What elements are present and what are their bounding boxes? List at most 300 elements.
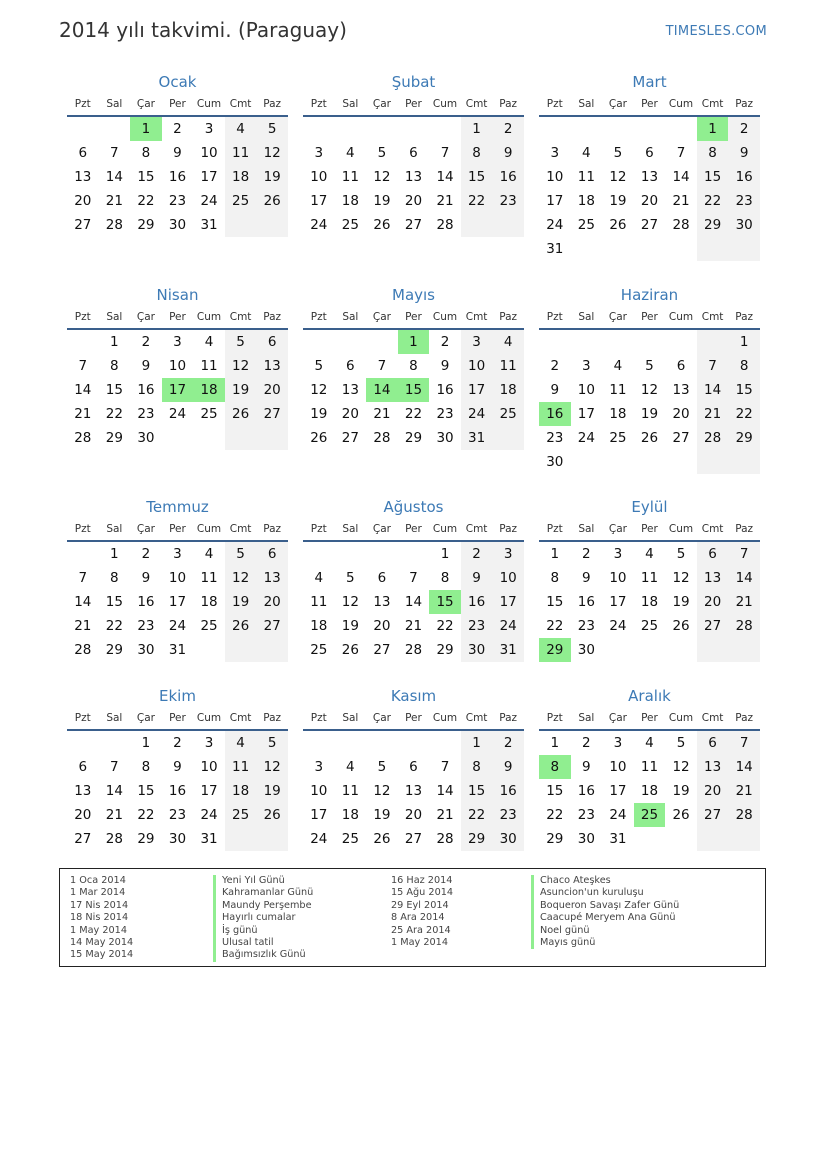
day-cell: 8 [141, 759, 151, 775]
empty-cell [728, 638, 760, 662]
day-cell: 8 [409, 358, 418, 374]
day-cell: 5 [377, 145, 387, 161]
day-cell: 15 [461, 779, 493, 803]
day-cell: 22 [546, 618, 564, 634]
empty-cell [335, 731, 367, 755]
empty-cell [665, 450, 697, 474]
week-row [67, 779, 288, 803]
empty-cell [728, 237, 760, 261]
weekday-label: Sal [578, 98, 595, 110]
weekday-label: Çar [372, 523, 391, 535]
day-cell: 12 [310, 382, 328, 398]
month-block [303, 284, 524, 450]
day-cell: 11 [640, 759, 659, 775]
weekday-label: Çar [372, 311, 391, 323]
day-cell: 7 [409, 570, 418, 586]
day-cell: 16 [461, 590, 493, 614]
weekday-label: Sal [578, 523, 595, 535]
day-cell: 13 [373, 594, 391, 610]
empty-cell [366, 542, 398, 566]
week-row [303, 614, 524, 638]
weekday-label: Per [405, 712, 422, 724]
day-cell: 12 [672, 759, 690, 775]
day-cell: 22 [137, 193, 155, 209]
week-row [67, 165, 288, 189]
week-row [303, 213, 524, 237]
legend-date: 29 Eyl 2014 [391, 899, 449, 911]
day-cell: 6 [256, 542, 288, 566]
week-row [67, 614, 288, 638]
legend-date: 1 Oca 2014 [70, 875, 126, 886]
day-cell: 14 [728, 755, 760, 779]
day-cell: 4 [645, 546, 654, 562]
day-cell: 16 [137, 594, 155, 610]
empty-cell [225, 426, 257, 450]
weekday-label: Per [405, 98, 422, 110]
day-cell: 21 [697, 402, 729, 426]
day-cell: 10 [200, 145, 218, 161]
day-cell: 29 [461, 827, 493, 851]
day-cell: 18 [609, 406, 627, 422]
day-cell: 10 [492, 566, 524, 590]
weekday-header [303, 518, 524, 542]
empty-cell [256, 426, 288, 450]
day-cell: 24 [310, 831, 328, 847]
weekday-label: Paz [735, 712, 754, 724]
day-cell: 8 [461, 755, 493, 779]
day-cell: 2 [492, 731, 524, 755]
weekday-label: Paz [499, 98, 518, 110]
week-row [539, 189, 760, 213]
month-block [539, 71, 760, 261]
day-cell: 19 [373, 807, 391, 823]
week-row [539, 378, 760, 402]
weekday-header [303, 306, 524, 330]
month-block [67, 496, 288, 662]
month-block [539, 496, 760, 662]
legend-date: 1 May 2014 [70, 924, 128, 936]
weekday-label: Sal [342, 98, 359, 110]
day-cell: 6 [645, 145, 654, 161]
weekday-label: Cmt [229, 523, 252, 535]
day-cell: 20 [672, 406, 690, 422]
week-row [67, 213, 288, 237]
day-cell: 18 [341, 193, 359, 209]
empty-cell [539, 330, 571, 354]
day-cell: 12 [341, 594, 359, 610]
week-row [303, 542, 524, 566]
day-cell: 18 [640, 783, 659, 799]
day-cell: 15 [697, 165, 729, 189]
day-cell: 27 [697, 803, 729, 827]
day-cell: 14 [366, 378, 398, 402]
empty-cell [256, 827, 288, 851]
day-cell: 19 [256, 165, 288, 189]
week-row [67, 803, 288, 827]
weekday-label: Pzt [310, 98, 327, 110]
day-cell: 24 [609, 807, 627, 823]
month-block [67, 685, 288, 851]
day-cell: 11 [577, 169, 595, 185]
weekday-label: Paz [263, 98, 282, 110]
month-block [539, 685, 760, 851]
week-row [539, 117, 760, 141]
day-cell: 17 [492, 590, 524, 614]
day-cell: 17 [609, 783, 627, 799]
weekday-label: Cum [196, 523, 222, 535]
day-cell: 9 [440, 358, 450, 374]
day-cell: 3 [173, 334, 182, 350]
day-cell: 6 [697, 542, 729, 566]
day-cell: 2 [173, 735, 182, 751]
day-cell: 29 [137, 831, 155, 847]
day-cell: 27 [256, 402, 288, 426]
day-cell: 9 [492, 755, 524, 779]
day-cell: 1 [110, 334, 119, 350]
week-row [303, 566, 524, 590]
day-cell: 3 [613, 546, 623, 562]
weekday-label: Per [641, 712, 658, 724]
day-cell: 15 [137, 169, 155, 185]
empty-cell [193, 426, 225, 450]
week-row [303, 378, 524, 402]
day-cell: 8 [440, 570, 450, 586]
legend-date: 25 Ara 2014 [391, 924, 451, 936]
day-cell: 18 [640, 594, 659, 610]
empty-cell [303, 542, 335, 566]
day-cell: 6 [697, 731, 729, 755]
weekday-label: Sal [342, 523, 359, 535]
weekday-label: Pzt [310, 712, 327, 724]
week-row [67, 189, 288, 213]
week-row [67, 590, 288, 614]
week-row [303, 330, 524, 354]
day-cell: 2 [141, 546, 151, 562]
day-cell: 28 [436, 217, 454, 233]
empty-cell [665, 330, 697, 354]
weekday-label: Pzt [310, 523, 327, 535]
day-cell: 19 [640, 406, 659, 422]
day-cell: 10 [609, 570, 627, 586]
day-cell: 19 [225, 590, 257, 614]
day-cell: 15 [546, 783, 564, 799]
day-cell: 29 [137, 217, 155, 233]
day-cell: 21 [672, 193, 690, 209]
week-row [67, 402, 288, 426]
weekday-label: Cum [432, 98, 458, 110]
week-row [539, 731, 760, 755]
day-cell: 26 [640, 430, 659, 446]
day-cell: 10 [310, 169, 328, 185]
weekday-label: Cmt [465, 311, 488, 323]
day-cell: 17 [609, 594, 627, 610]
week-row [67, 426, 288, 450]
day-cell: 5 [225, 330, 257, 354]
weekday-label: Per [641, 98, 658, 110]
empty-cell [303, 330, 335, 354]
day-cell: 1 [461, 731, 493, 755]
weekday-label: Cmt [465, 98, 488, 110]
empty-cell [634, 237, 666, 261]
day-cell: 7 [440, 145, 450, 161]
empty-cell [398, 117, 430, 141]
day-cell: 25 [225, 189, 257, 213]
day-cell: 14 [697, 378, 729, 402]
day-cell: 7 [728, 542, 760, 566]
day-cell: 30 [492, 827, 524, 851]
weekday-label: Çar [608, 311, 627, 323]
day-cell: 15 [546, 594, 564, 610]
day-cell: 11 [640, 570, 659, 586]
empty-cell [571, 450, 603, 474]
day-cell: 23 [492, 189, 524, 213]
day-cell: 25 [341, 217, 359, 233]
day-cell: 19 [256, 779, 288, 803]
empty-cell [461, 213, 493, 237]
day-cell: 23 [728, 189, 760, 213]
day-cell: 22 [137, 807, 155, 823]
week-row [303, 755, 524, 779]
month-block [67, 71, 288, 237]
legend-holiday-name: Caacupé Meryem Ana Günü [531, 912, 679, 924]
weekday-label: Pzt [546, 98, 563, 110]
day-cell: 19 [672, 594, 690, 610]
weekday-header [539, 707, 760, 731]
weekday-label: Paz [499, 311, 518, 323]
day-cell: 10 [546, 169, 564, 185]
day-cell: 6 [78, 759, 88, 775]
weekday-header [67, 518, 288, 542]
week-row [67, 542, 288, 566]
day-cell: 6 [409, 145, 418, 161]
weekday-header [303, 707, 524, 731]
day-cell: 5 [225, 542, 257, 566]
day-cell: 9 [492, 141, 524, 165]
week-row [67, 566, 288, 590]
day-cell: 8 [539, 755, 571, 779]
day-cell: 17 [200, 783, 218, 799]
empty-cell [492, 426, 524, 450]
weekday-label: Pzt [546, 311, 563, 323]
day-cell: 20 [74, 807, 92, 823]
empty-cell [634, 330, 666, 354]
day-cell: 17 [310, 193, 328, 209]
weekday-label: Cum [196, 311, 222, 323]
legend-date: 8 Ara 2014 [391, 912, 445, 924]
day-cell: 15 [105, 382, 123, 398]
weekday-label: Per [169, 311, 186, 323]
day-cell: 26 [225, 614, 257, 638]
day-cell: 16 [436, 382, 454, 398]
weekday-label: Per [641, 523, 658, 535]
empty-cell [634, 117, 666, 141]
week-row [539, 330, 760, 354]
empty-cell [634, 450, 666, 474]
day-cell: 2 [728, 117, 760, 141]
day-cell: 7 [377, 358, 387, 374]
day-cell: 15 [105, 594, 123, 610]
empty-cell [697, 638, 729, 662]
day-cell: 28 [105, 217, 123, 233]
day-cell: 14 [672, 169, 690, 185]
day-cell: 2 [550, 358, 560, 374]
day-cell: 23 [461, 614, 493, 638]
day-cell: 7 [78, 358, 88, 374]
empty-cell [99, 731, 131, 755]
weekday-label: Çar [136, 523, 155, 535]
day-cell: 9 [582, 570, 591, 586]
day-cell: 25 [640, 618, 659, 634]
month-name: Haziran [620, 286, 679, 304]
day-cell: 12 [225, 566, 257, 590]
day-cell: 7 [697, 354, 729, 378]
day-cell: 8 [461, 141, 493, 165]
week-row [67, 378, 288, 402]
weekday-label: Cum [668, 311, 694, 323]
weekday-label: Sal [106, 523, 123, 535]
day-cell: 25 [225, 803, 257, 827]
day-cell: 15 [728, 378, 760, 402]
empty-cell [335, 117, 367, 141]
weekday-label: Per [169, 98, 186, 110]
month-name: Temmuz [146, 498, 209, 516]
weekday-label: Cum [432, 712, 458, 724]
day-cell: 1 [440, 546, 450, 562]
day-cell: 7 [728, 731, 760, 755]
day-cell: 1 [398, 330, 430, 354]
legend-date: 15 Ağu 2014 [391, 887, 454, 899]
day-cell: 3 [204, 735, 214, 751]
day-cell: 13 [697, 755, 729, 779]
day-cell: 16 [492, 779, 524, 803]
day-cell: 24 [461, 402, 493, 426]
week-row [67, 638, 288, 662]
day-cell: 28 [728, 614, 760, 638]
week-row [303, 402, 524, 426]
week-row [303, 354, 524, 378]
day-cell: 14 [105, 783, 123, 799]
site-link[interactable]: TIMESLES.COM [665, 24, 767, 39]
day-cell: 26 [609, 217, 627, 233]
empty-cell [539, 117, 571, 141]
day-cell: 13 [697, 566, 729, 590]
weekday-label: Pzt [546, 712, 563, 724]
day-cell: 19 [672, 783, 690, 799]
day-cell: 27 [697, 614, 729, 638]
week-row [67, 731, 288, 755]
day-cell: 16 [137, 382, 155, 398]
day-cell: 4 [613, 358, 623, 374]
day-cell: 18 [225, 165, 257, 189]
day-cell: 29 [539, 638, 571, 662]
week-row [539, 614, 760, 638]
day-cell: 2 [173, 121, 182, 137]
day-cell: 28 [74, 430, 92, 446]
empty-cell [193, 638, 225, 662]
day-cell: 30 [728, 213, 760, 237]
weekday-label: Cmt [465, 712, 488, 724]
day-cell: 8 [728, 354, 760, 378]
weekday-label: Paz [735, 98, 754, 110]
day-cell: 20 [341, 406, 359, 422]
day-cell: 8 [141, 145, 151, 161]
day-cell: 10 [200, 759, 218, 775]
day-cell: 22 [105, 618, 123, 634]
month-name: Ağustos [383, 498, 444, 516]
weekday-label: Cmt [229, 712, 252, 724]
day-cell: 21 [74, 618, 92, 634]
day-cell: 16 [577, 594, 595, 610]
day-cell: 30 [577, 642, 595, 658]
empty-cell [398, 542, 430, 566]
weekday-label: Paz [735, 311, 754, 323]
day-cell: 12 [609, 169, 627, 185]
day-cell: 7 [78, 570, 88, 586]
weekday-label: Sal [578, 712, 595, 724]
day-cell: 18 [341, 807, 359, 823]
month-name: Aralık [628, 687, 671, 705]
day-cell: 3 [314, 145, 324, 161]
week-row [539, 638, 760, 662]
day-cell: 21 [105, 807, 123, 823]
day-cell: 5 [676, 735, 686, 751]
page-title: 2014 yılı takvimi. (Paraguay) [59, 18, 347, 42]
day-cell: 23 [436, 406, 454, 422]
week-row [539, 402, 760, 426]
legend-names-right [531, 875, 679, 949]
day-cell: 24 [200, 193, 218, 209]
day-cell: 23 [168, 193, 187, 209]
day-cell: 29 [436, 642, 454, 658]
empty-cell [366, 330, 398, 354]
day-cell: 3 [314, 759, 324, 775]
day-cell: 1 [461, 117, 493, 141]
weekday-label: Pzt [74, 98, 91, 110]
day-cell: 30 [577, 831, 595, 847]
day-cell: 21 [105, 193, 123, 209]
week-row [303, 189, 524, 213]
legend-holiday-name: İş günü [213, 925, 313, 937]
day-cell: 22 [546, 807, 564, 823]
day-cell: 24 [492, 614, 524, 638]
day-cell: 27 [404, 831, 423, 847]
day-cell: 11 [609, 382, 627, 398]
month-block [303, 71, 524, 237]
empty-cell [602, 450, 634, 474]
weekday-label: Cum [668, 523, 694, 535]
weekday-header [539, 306, 760, 330]
empty-cell [67, 542, 99, 566]
day-cell: 20 [404, 807, 423, 823]
weekday-label: Sal [106, 712, 123, 724]
day-cell: 18 [225, 779, 257, 803]
day-cell: 5 [613, 145, 623, 161]
day-cell: 22 [728, 402, 760, 426]
day-cell: 2 [582, 546, 591, 562]
day-cell: 27 [341, 430, 359, 446]
day-cell: 23 [577, 618, 595, 634]
empty-cell [398, 731, 430, 755]
day-cell: 16 [168, 783, 187, 799]
day-cell: 5 [377, 759, 387, 775]
weekday-label: Çar [608, 712, 627, 724]
day-cell: 16 [492, 165, 524, 189]
day-cell: 9 [728, 141, 760, 165]
day-cell: 27 [640, 217, 659, 233]
day-cell: 26 [672, 618, 690, 634]
day-cell: 29 [105, 642, 123, 658]
day-cell: 30 [137, 430, 155, 446]
